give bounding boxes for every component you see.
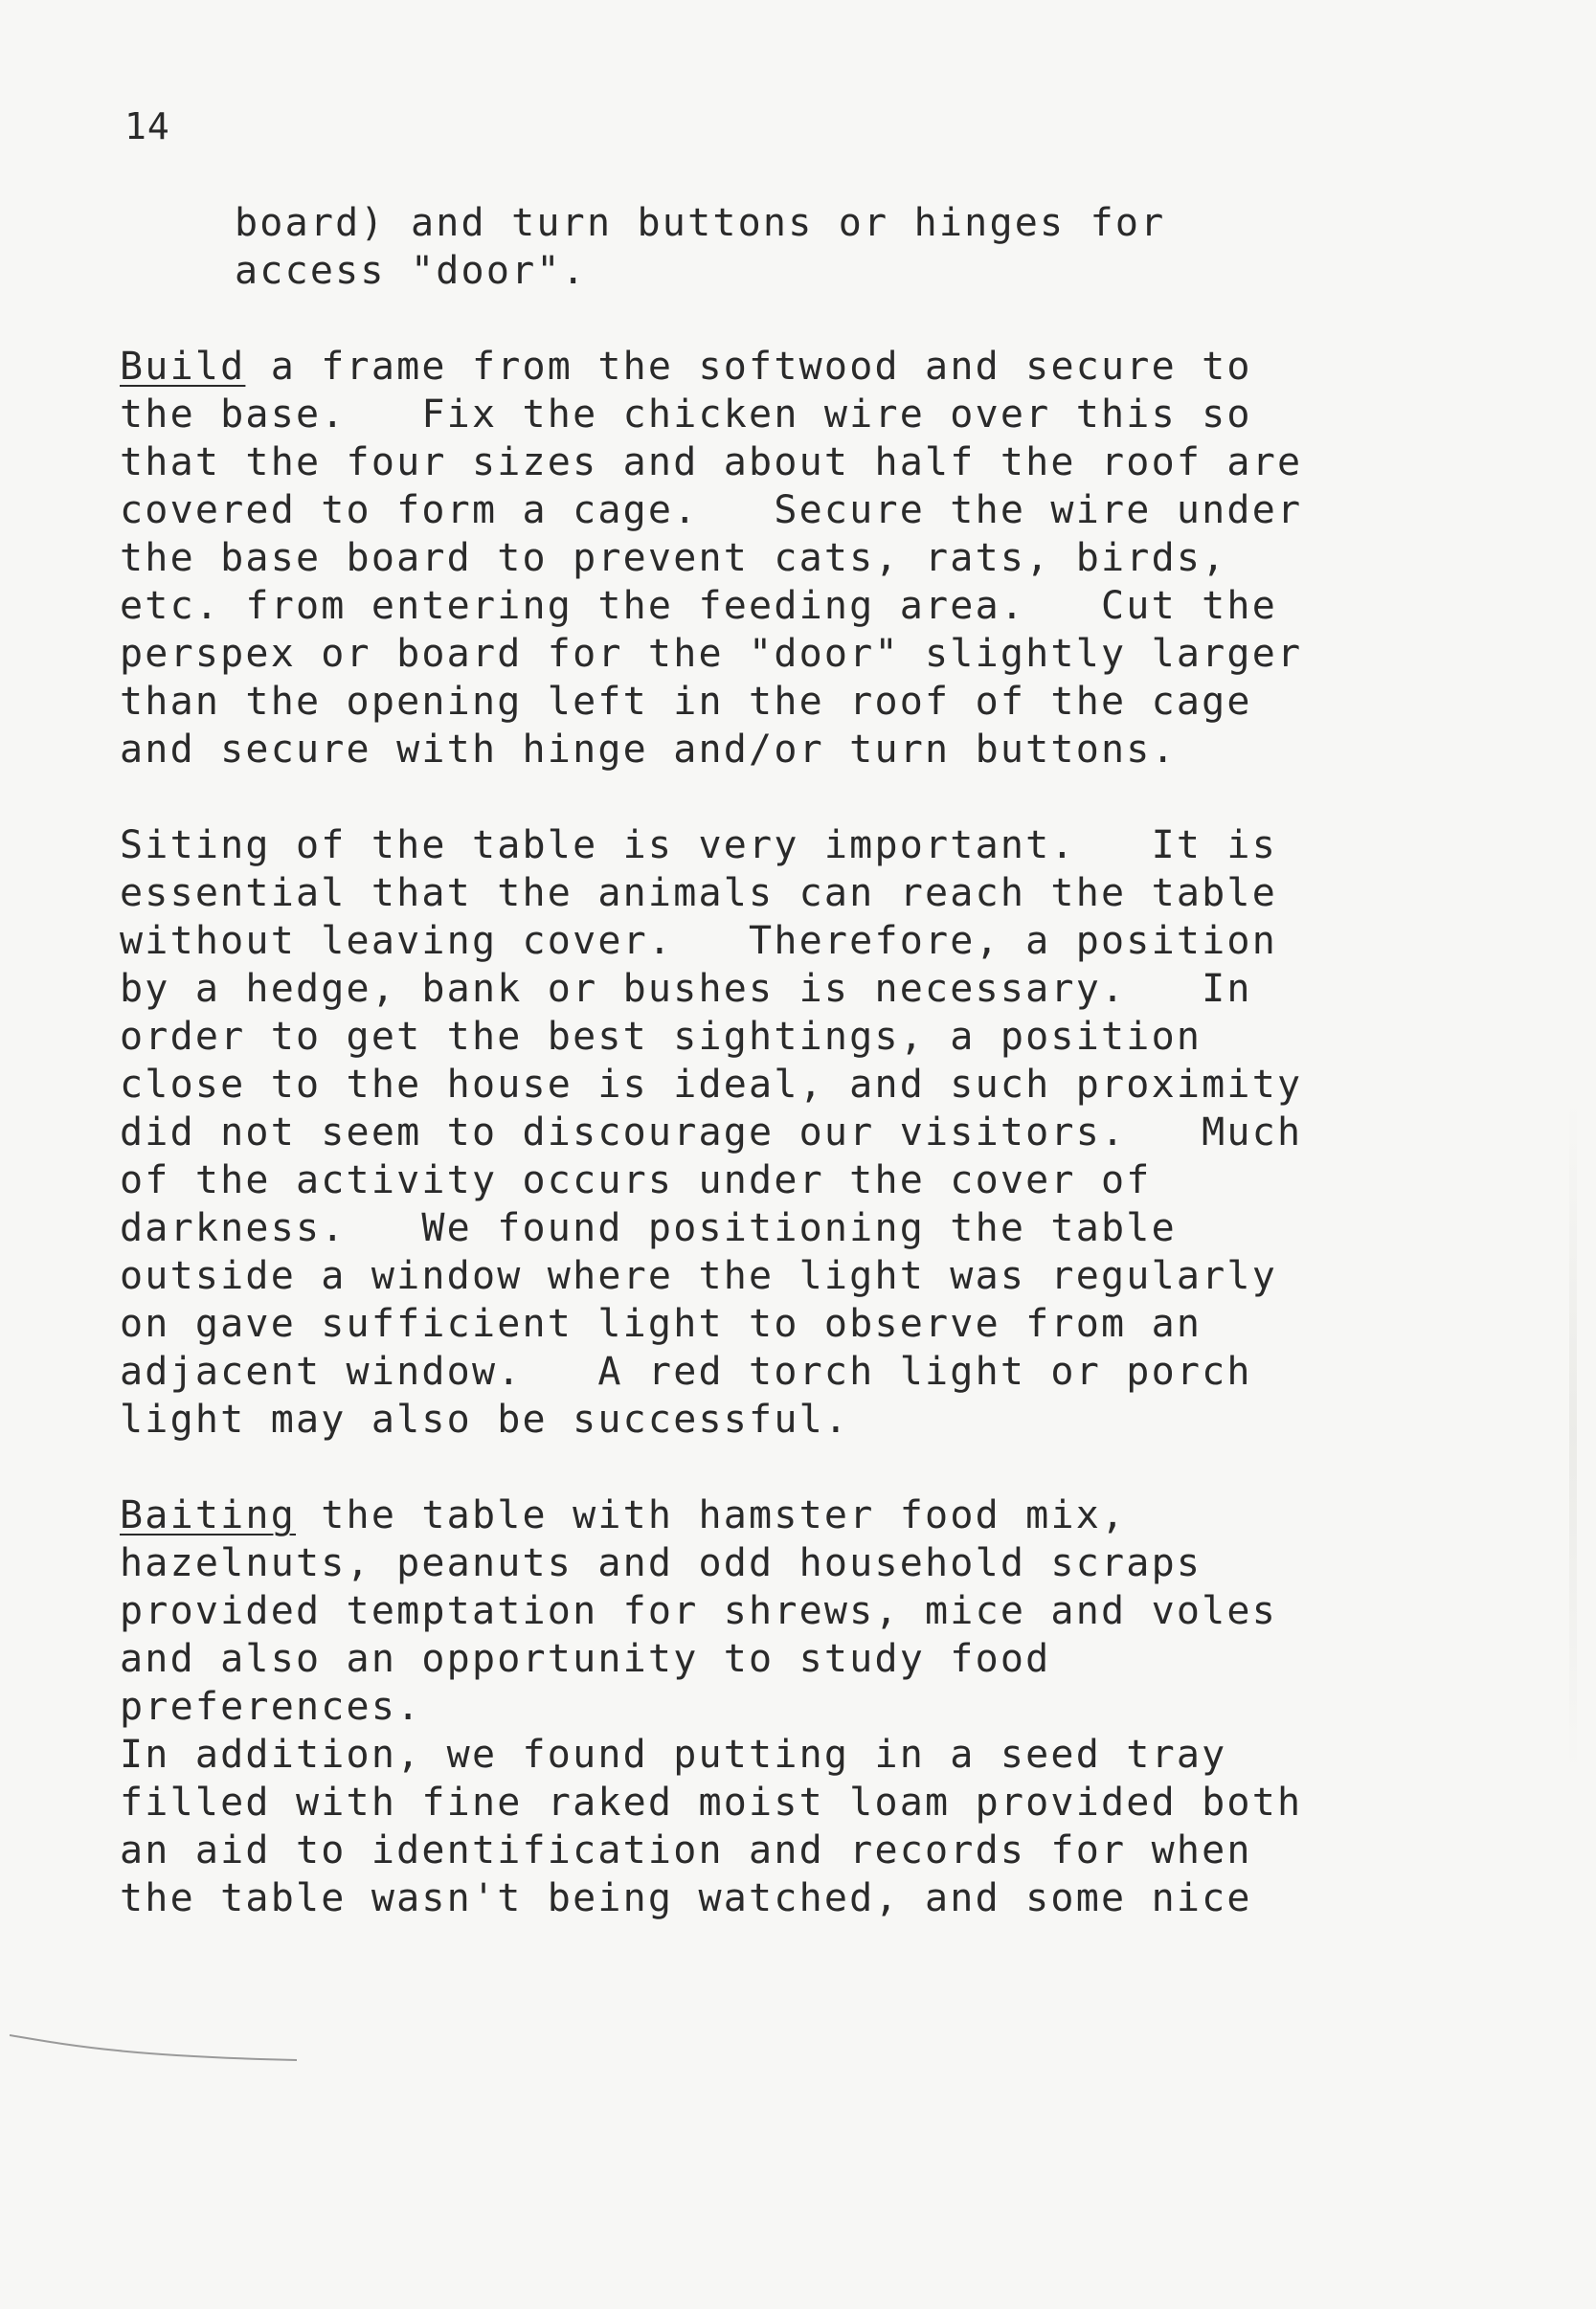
continuation-text: board) and turn buttons or hinges for access "door".	[235, 201, 1166, 293]
scan-artifact-line	[10, 2028, 297, 2066]
paragraph-build-lead: Build	[120, 345, 246, 389]
paragraph-baiting-body: the table with hamster food mix, hazelnuts, peanuts and odd household scraps provided temptation for shrews, mice and voles and also an opportunity to study food preferences.	[120, 1493, 1277, 1729]
paragraph-siting: Siting of the table is very important. It is essential that the animals can reach the table without leaving cover. Therefore, a position by a hedge, bank or bushes is necessary. In order to get the best sightings, a position close to the house is ideal, and such proximity did not seem to discourage our visitors. Much of the activity occurs under the cover of darkness. We found positioning the table outside a window where the light was regularly on gave sufficient light to observe from an adjacent window. A red torch light or porch light may also be successful.	[120, 823, 1303, 1442]
paragraph-build-body: a frame from the softwood and secure to the base. Fix the chicken wire over this so that the four sizes and about half the roof are covered to form a cage. Secure the wire under the base board to prevent cats, rats, birds, etc. from entering the feeding area. Cut the perspex or board for the "door" slightly larger than the opening left in the roof of the cage and secure with hinge and/or turn buttons.	[120, 345, 1303, 772]
paragraph-build	[120, 343, 1498, 773]
page-number: 14	[124, 105, 170, 147]
paragraph-baiting	[120, 1491, 1498, 1731]
paragraph-baiting-lead: Baiting	[120, 1493, 296, 1537]
paragraph-addition: In addition, we found putting in a seed tray filled with fine raked moist loam provided both an aid to identification and records for when the table wasn't being watched, and some nice	[120, 1733, 1303, 1920]
scan-edge-shadow	[1569, 1101, 1577, 1771]
